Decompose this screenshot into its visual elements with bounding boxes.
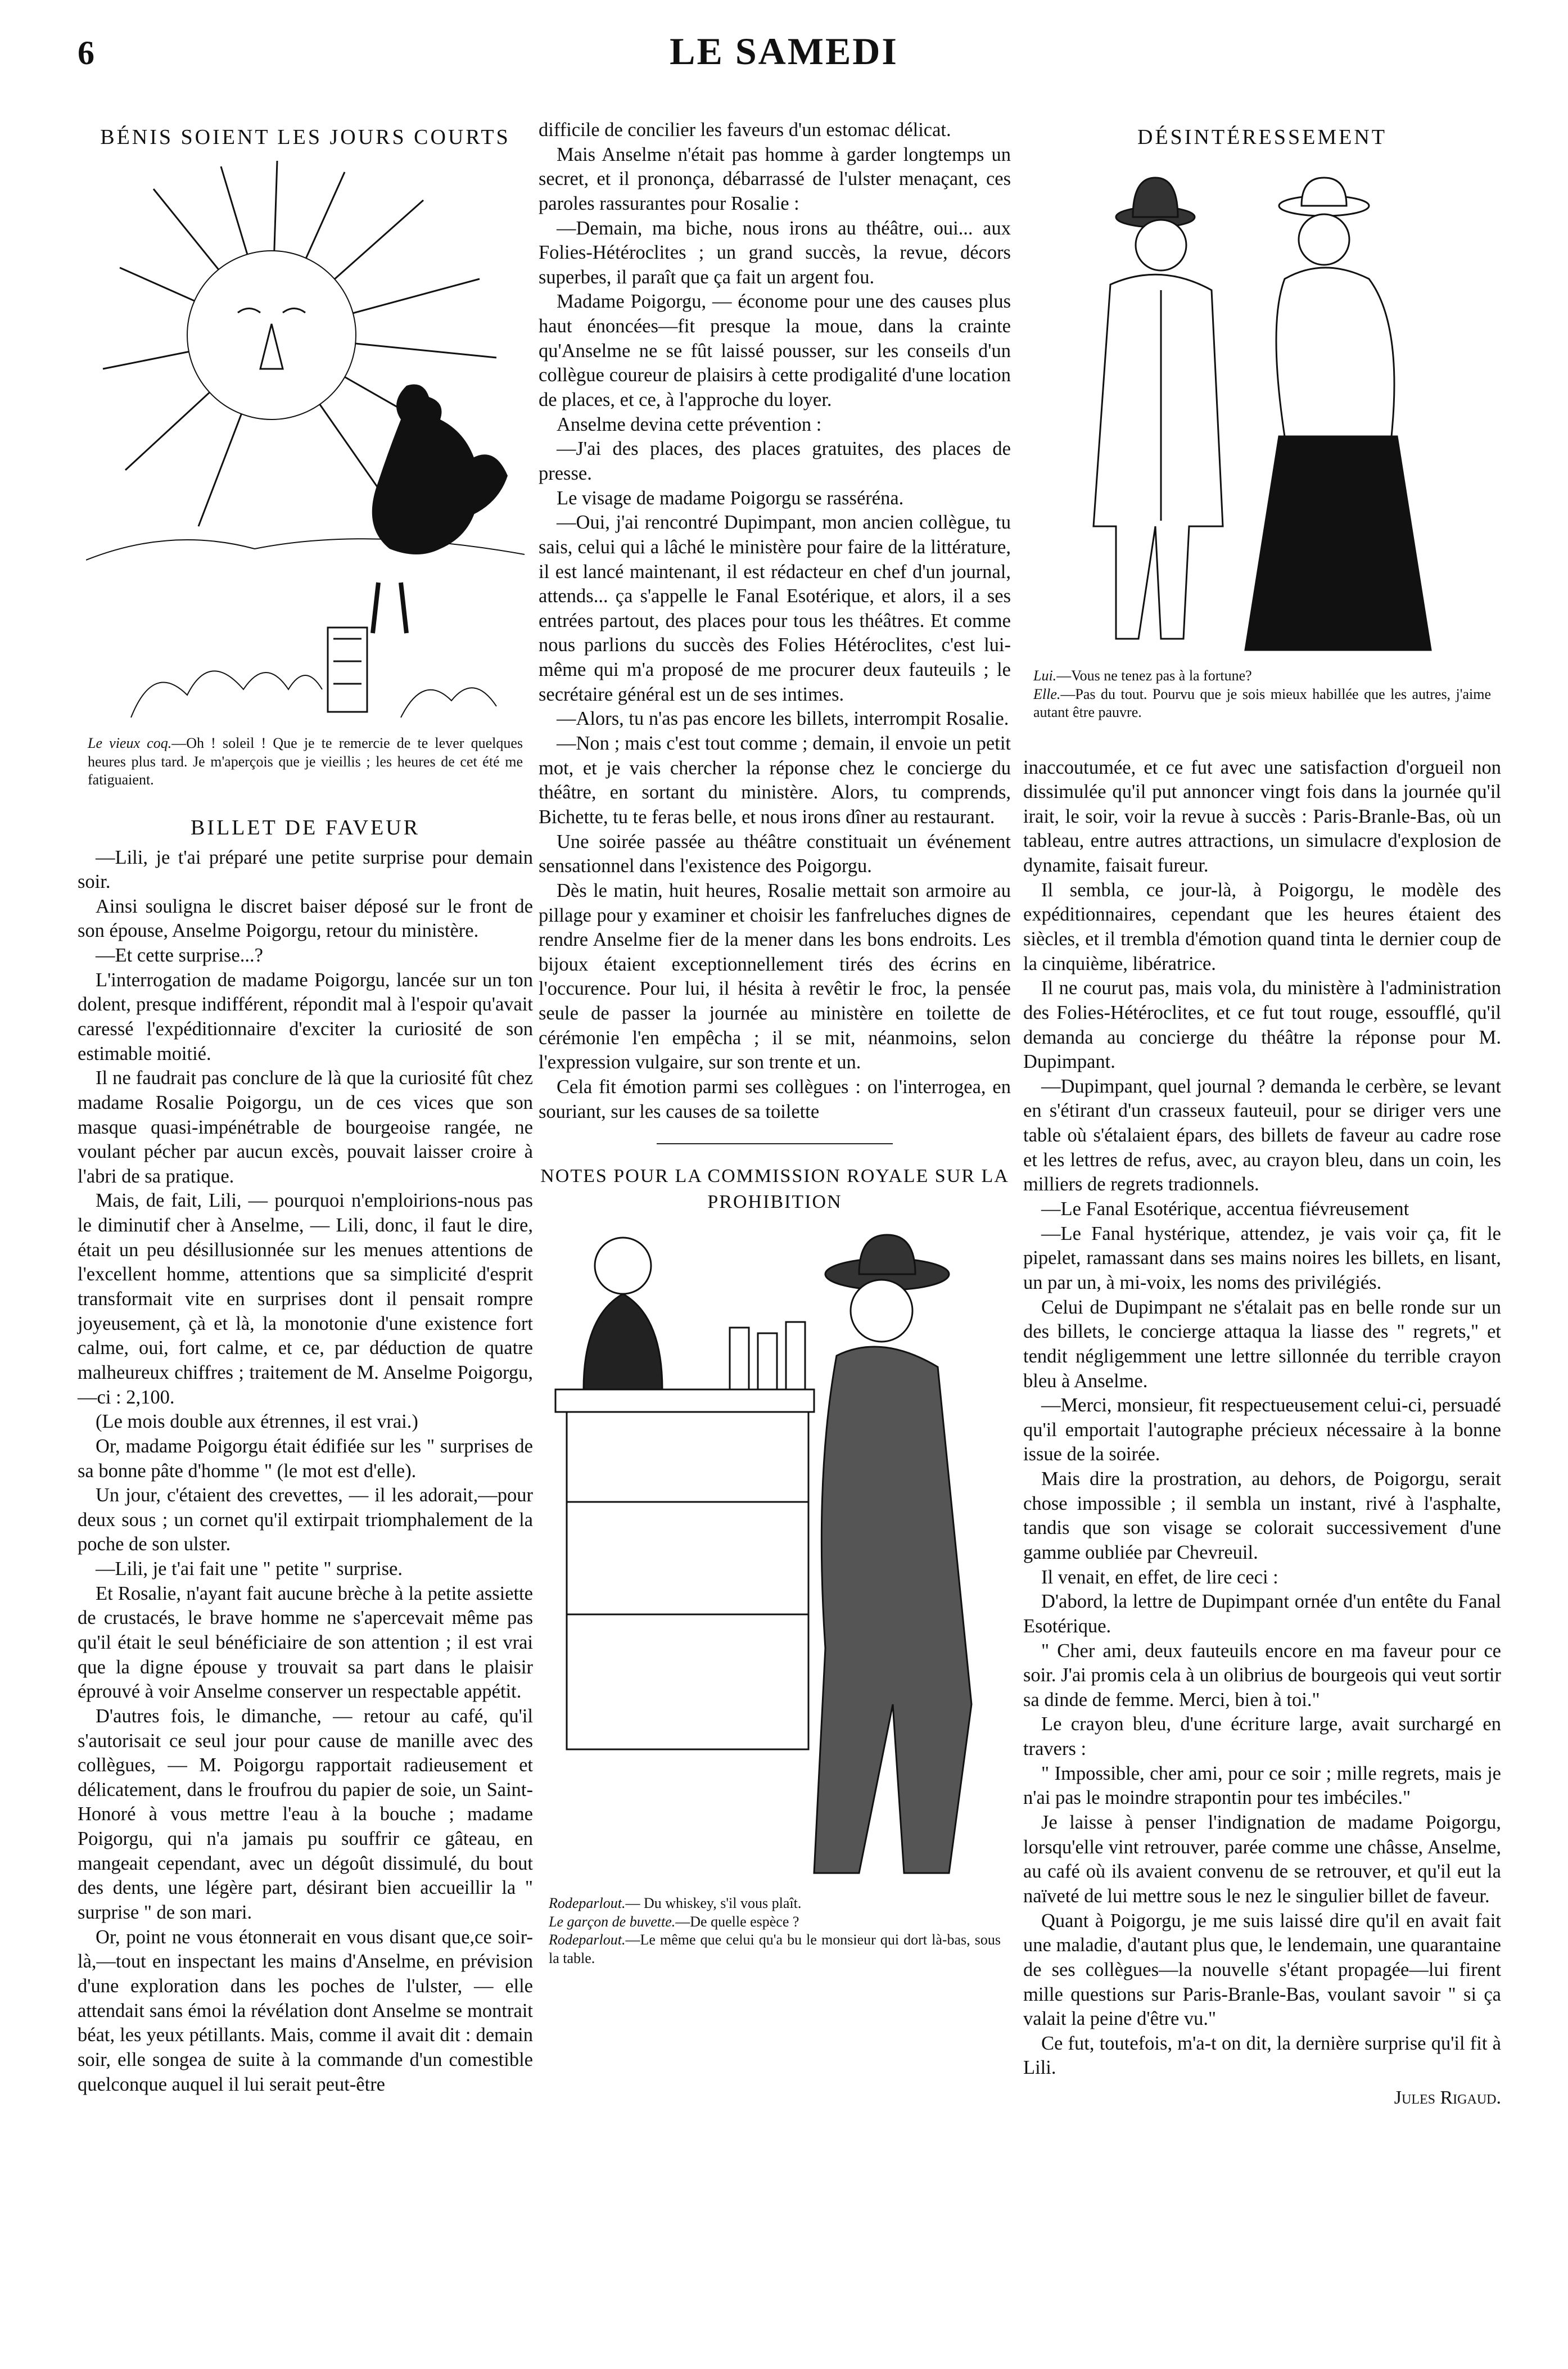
author-signature: Jules Rigaud.	[1394, 2087, 1501, 2109]
story-text-col2	[539, 118, 1011, 1124]
couple-illustration	[1065, 155, 1459, 661]
caption-text: —Pas du tout. Pourvu que je sois mieux habillée que les autres, j'aime autant être pauvre.	[1033, 685, 1491, 720]
rooster-sun-illustration	[86, 155, 525, 729]
caption-text: — Du whiskey, s'il vous plaît.	[625, 1895, 802, 1912]
paragraph: Mais, de fait, Lili, — pourquoi n'emploirions-nous pas le diminutif cher à Anselme, — Lili, donc, il faut le dire, était un peu désillusionnée sur les menues attentions de l'excellent homme, attentions que sa simplicité d'esprit transformait vite en surprises dont il pensait rompre joyeusement, çà et là, la monotonie d'une existence fort calme, oui, fort calme, et ce, par déduction de quatre malheureux chiffres ; traitement de M. Anselme Poigorgu,—ci : 2,100.	[78, 1190, 533, 1408]
paragraph: D'abord, la lettre de Dupimpant ornée d'un entête du Fanal Esotérique.	[1023, 1591, 1501, 1637]
paragraph: Or, madame Poigorgu était édifiée sur les " surprises de sa bonne pâte d'homme " (le mot est d'elle).	[78, 1435, 533, 1482]
paragraph: —Lili, je t'ai préparé une petite surprise pour demain soir.	[78, 846, 533, 893]
caption-speaker: Rodeparlout.	[549, 1932, 626, 1948]
paragraph: Il ne courut pas, mais vola, du ministère à l'administration des Folies-Hétéroclites, et ce fut tout rouge, essoufflé, qu'il demanda au concierge du théâtre la réponse pour M. Dupimpant.	[1023, 977, 1501, 1073]
story-text-col1	[78, 846, 533, 2097]
story-title: BILLET DE FAVEUR	[190, 815, 421, 840]
paragraph: Une soirée passée au théâtre constituait un événement sensationnel dans l'existence des Poigorgu.	[539, 831, 1011, 877]
paragraph: —Lili, je t'ai fait une " petite " surprise.	[96, 1558, 403, 1580]
paragraph: Anselme devina cette prévention :	[557, 413, 822, 435]
column-2	[539, 118, 1011, 1968]
caption-line	[549, 1931, 1001, 1968]
caption-speaker: Le garçon de buvette.	[549, 1913, 676, 1930]
page-header	[0, 0, 1568, 112]
paragraph: L'interrogation de madame Poigorgu, lancée sur un ton dolent, presque indifférent, répondit mal à l'espoir qu'avait caressé l'expéditionnaire d'exciter la curiosité de son estimable moitié.	[78, 969, 533, 1064]
paragraph: " Cher ami, deux fauteuils encore en ma faveur pour ce soir. J'ai promis cela à un olibrius de bourgeois qui veut sortir sa dinde de femme. Merci, bien à toi."	[1023, 1640, 1501, 1711]
cartoon-title-rooster: BÉNIS SOIENT LES JOURS COURTS	[100, 125, 510, 149]
paragraph: Je laisse à penser l'indignation de madame Poigorgu, lorsqu'elle vint retrouver, parée comme une châsse, Anselme, au café où ils avaient convenu de se retrouver, et qu'il eut la naïveté de lui mettre sous le nez le singulier billet de faveur.	[1023, 1812, 1501, 1907]
story-text-col3	[1023, 756, 1501, 2081]
paragraph: Il ne faudrait pas conclure de là que la curiosité fût chez madame Rosalie Poigorgu, un de ces vices que son masque quasi-impénétrable de bourgeoise rangée, ne voulant pécher par aucun excès, pouvait laisser croire à l'abri de sa pratique.	[78, 1067, 533, 1187]
caption-text: —Vous ne tenez pas à la fortune?	[1056, 667, 1252, 684]
caption-speaker: Le vieux coq.	[88, 735, 172, 751]
rooster-caption	[88, 734, 523, 789]
caption-line	[1033, 667, 1491, 685]
paragraph: —J'ai des places, des places gratuites, des places de presse.	[539, 438, 1011, 484]
page-number: 6	[78, 34, 94, 71]
paragraph: —Alors, tu n'as pas encore les billets, interrompit Rosalie.	[557, 708, 1009, 730]
paragraph: Le visage de madame Poigorgu se rasséréna.	[557, 487, 904, 509]
paragraph: —Non ; mais c'est tout comme ; demain, il envoie un petit mot, et je vais chercher la réponse chez le concierge du théâtre, en sortant du ministère. Alors, tu comprends, Bichette, tu te feras belle, et nous irons dîner au restaurant.	[539, 733, 1011, 828]
caption-text: —Le même que celui qu'a bu le monsieur qui dort là-bas, sous la table.	[549, 1932, 1001, 1966]
paragraph: Celui de Dupimpant ne s'étalait pas en belle ronde sur un des billets, le concierge attaqua la liasse des " regrets," et tendit négligemment une lettre sillonnée du terrible crayon bleu à Anselme.	[1023, 1296, 1501, 1392]
paragraph: Et Rosalie, n'ayant fait aucune brèche à la petite assiette de crustacés, le brave homme ne s'apercevait même pas qu'il était le seul bénéficiaire de son attention ; il est vrai que la digne épouse y trouvait sa part dans le plaisir éprouvé à voir Anselme conserver un respectable appétit.	[78, 1582, 533, 1703]
caption-line	[549, 1894, 1001, 1913]
paragraph: difficile de concilier les faveurs d'un estomac délicat.	[539, 119, 951, 141]
rooster	[372, 385, 508, 634]
paragraph: inaccoutumée, et ce fut avec une satisfaction d'orgueil non dissimulée qu'il put annoncer vingt fois dans la journée qu'il irait, le soir, voir la revue à succès : Paris-Branle-Bas, où un tableau, entre autres attractions, un simulacre d'explosion de dynamite, faisait fureur.	[1023, 756, 1501, 877]
paragraph: —Merci, monsieur, fit respectueusement celui-ci, persuadé qu'il emportait l'autographe précieux nécessaire à la bonne issue de la soirée.	[1023, 1395, 1501, 1465]
paragraph: Madame Poigorgu, — économe pour une des causes plus haut énoncées—fit presque la moue, dans la crainte qu'Anselme ne se fût laissé pousser, sur les conseils d'un collègue coureur de plaisirs à cette prodigalité d'une location de places, et ce, à l'approche du loyer.	[539, 291, 1011, 411]
paragraph: Le crayon bleu, d'une écriture large, avait surchargé en travers :	[1023, 1713, 1501, 1760]
paragraph: —Demain, ma biche, nous irons au théâtre, oui... aux Folies-Hétéroclites ; un grand succès, la revue, décors superbes, il paraît que ça fait un argent fou.	[539, 217, 1011, 288]
caption-speaker: Lui.	[1033, 667, 1057, 684]
paragraph: D'autres fois, le dimanche, — retour au café, qu'il s'autorisait ce seul jour pour cause de manille avec des collègues, — M. Poigorgu rapportait radieusement et délicatement, dans le froufrou du papier de soie, un Saint-Honoré à vous mettre l'eau à la bouche ; madame Poigorgu, qui n'a jamais pu souffrir ce gâteau, en mangeait cependant, avec un dégoût dissimulé, du bout des dents, une légère part, désirant bien accueillir la " surprise " de son mari.	[78, 1705, 533, 1924]
column-1	[78, 118, 533, 2097]
paragraph: Mais Anselme n'était pas homme à garder longtemps un secret, et il prononça, débarrassé de l'ulster menaçant, ces paroles rassurantes pour Rosalie :	[539, 143, 1011, 214]
paragraph: Un jour, c'étaient des crevettes, — il les adorait,—pour deux sous ; un cornet qu'il extirpait triomphalement de la poche de son ulster.	[78, 1484, 533, 1555]
couple-caption	[1033, 667, 1491, 722]
caption-speaker: Rodeparlout.	[549, 1895, 626, 1912]
masthead-title: LE SAMEDI	[670, 30, 898, 73]
paragraph: Mais dire la prostration, au dehors, de Poigorgu, serait chose impossible ; il sembla un instant, rivé à l'asphalte, tandis que son visage se colorait successivement d'une gamme oubliée par Chevreuil.	[1023, 1468, 1501, 1563]
paragraph: —Dupimpant, quel journal ? demanda le cerbère, se levant en s'étirant d'un crasseux fauteuil, pour se diriger vers une table où s'étalaient épars, des billets de faveur au cadre rose et les lettres de refus, avec, au crayon bleu, dans un coin, les milliers de regrets tradionnels.	[1023, 1075, 1501, 1195]
paragraph: Il venait, en effet, de lire ceci :	[1041, 1566, 1278, 1588]
paragraph: Ainsi souligna le discret baiser déposé sur le front de son épouse, Anselme Poigorgu, retour du ministère.	[78, 895, 533, 942]
cartoon-title-desinteressement: DÉSINTÉRESSEMENT	[1137, 125, 1387, 149]
paragraph: Or, point ne vous étonnerait en vous disant que,ce soir-là,—tout en inspectant les mains d'Anselme, en prévision d'une exploration dans les poches de l'ulster, — elle attendait sans émoi la révélation dont Anselme se montrait béat, les yeux pétillants. Mais, comme il avait dit : demain soir, elle songea de suite à la commande d'un comestible quelconque auquel il lui serait peut-être	[78, 1926, 533, 2095]
caption-line	[549, 1913, 1001, 1932]
paragraph: Il sembla, ce jour-là, à Poigorgu, le modèle des expéditionnaires, cependant que les heures étaient des siècles, et il trembla d'émotion quand tinta le dernier coup de la cinquième, libératrice.	[1023, 879, 1501, 974]
bar-caption	[549, 1894, 1001, 1968]
paragraph: Dès le matin, huit heures, Rosalie mettait son armoire au pillage pour y examiner et choisir les fanfreluches dignes de rendre Anselme fier de la mener dans les bons endroits. Les bijoux étaient exceptionnellement tirés des écrins en l'occurence. Pour lui, il hésita à revêtir le froc, la pensée seule de passer la journée au ministère en toilette de cérémonie l'en empêcha ; il se mit, néanmoins, selon l'expression vulgaire, sur son trente et un.	[539, 879, 1011, 1073]
paragraph: " Impossible, cher ami, pour ce soir ; mille regrets, mais je n'ai pas le moindre strapontin pour tes imbéciles."	[1023, 1762, 1501, 1809]
paragraph: —Le Fanal Esotérique, accentua fiévreusement	[1041, 1198, 1409, 1220]
paragraph: Ce fut, toutefois, m'a-t on dit, la dernière surprise qu'il fit à Lili.	[1023, 2032, 1501, 2079]
paragraph: —Oui, j'ai rencontré Dupimpant, mon ancien collègue, tu sais, celui qui a lâché le ministère pour faire de la littérature, il est lancé maintenant, il est rédacteur en chef d'un journal, attends... ça s'appelle le Fanal Esotérique, et alors, il a ses entrées partout, des places pour tous les théâtres. Et comme nous parlions du succès des Folies Hétéroclites, c'est lui-même qui m'a proposé de me procurer deux fauteuils ; le secrétaire général est un de ses intimes.	[539, 512, 1011, 705]
caption-text: —De quelle espèce ?	[675, 1913, 799, 1930]
paragraph: Cela fit émotion parmi ses collègues : on l'interrogea, en souriant, sur les causes de sa toilette	[539, 1076, 1011, 1122]
caption-speaker: Elle.	[1033, 685, 1061, 702]
cartoon-title-prohibition: NOTES POUR LA COMMISSION ROYALE SUR LA PROHIBITION	[540, 1166, 1009, 1213]
paragraph: (Le mois double aux étrennes, il est vrai.)	[96, 1411, 418, 1433]
caption-text: —Oh ! soleil ! Que je te remercie de te lever quelques heures plus tard. Je m'aperçois que je vieillis ; les heures de cet été me fatiguaient.	[88, 735, 523, 788]
paragraph: —Le Fanal hystérique, attendez, je vais voir ça, fit le pipelet, ramassant dans ses mains noires les billets, en lisant, un par un, à mi-voix, les noms des privilégiés.	[1023, 1222, 1501, 1293]
paragraph: —Et cette surprise...?	[96, 945, 263, 967]
column-3	[1023, 118, 1501, 2109]
section-divider	[657, 1143, 893, 1144]
bar-scene-illustration	[544, 1221, 1005, 1890]
paragraph: Quant à Poigorgu, je me suis laissé dire qu'il en avait fait une maladie, d'autant plus que, le lendemain, une quarantaine de ses collègues—la nouvelle s'étant propagée—lui firent mille questions sur Paris-Branle-Bas, voulant savoir " si ça valait la peine d'être vu."	[1023, 1910, 1501, 2030]
caption-line	[1033, 685, 1491, 722]
